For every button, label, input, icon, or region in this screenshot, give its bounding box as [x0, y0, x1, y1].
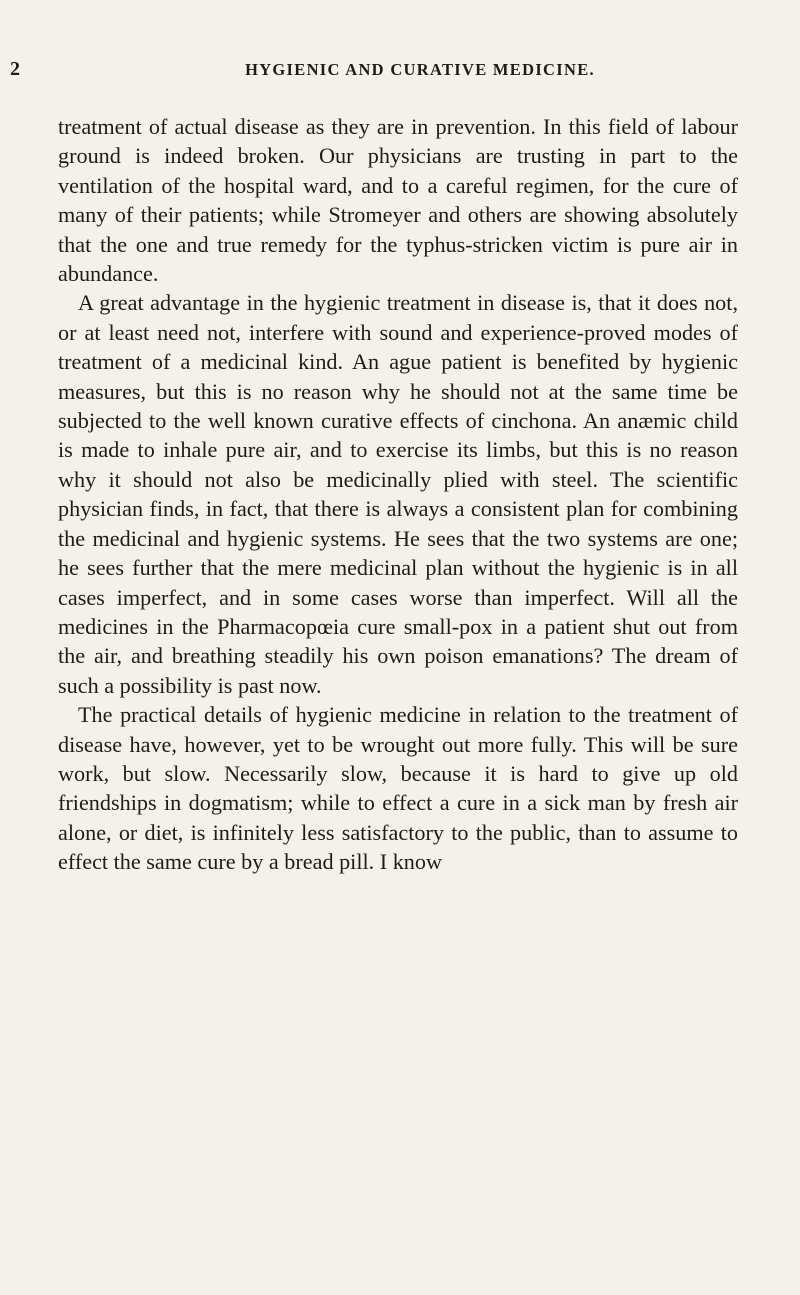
page-number: 2	[10, 58, 20, 80]
paragraph-1: treatment of actual disease as they are in prevention. In this field of labour ground is indeed broken. Our physicians are trusting in part to the ventilation of the hospital ward, and to a careful regimen, for the cure of many of their patients; while Stromeyer and others are showing absolutely that the one and true remedy for the typhus-stricken victim is pure air in abundance.	[58, 114, 738, 287]
paragraph-3: The practical details of hygienic medicine in relation to the treatment of disease have, however, yet to be wrought out more fully. This will be sure work, but slow. Necessarily slow, because it is hard to give up old friendships in dogmatism; while to effect a cure in a sick man by fresh air alone, or diet, is infinitely less satisfactory to the public, than to assume to effect the same cure by a bread pill. I know	[58, 702, 738, 875]
paragraph-2: A great advantage in the hygienic treatment in disease is, that it does not, or at least need not, interfere with sound and experience-proved modes of treatment of a medicinal kind. An ague patient is benefited by hygienic measures, but this is no reason why he should not at the same time be subjected to the well known curative effects of cinchona. An anæmic child is made to inhale pure air, and to exercise its limbs, but this is no reason why it should not also be medicinally plied with steel. The scientific physician finds, in fact, that there is always a consistent plan for combining the medicinal and hygienic systems. He sees that the two systems are one; he sees further that the mere medicinal plan without the hygienic is in all cases imperfect, and in some cases worse than imperfect. Will all the medicines in the Pharmacopœia cure small-pox in a patient shut out from the air, and breathing steadily his own poison emanations? The dream of such a possibility is past now.	[58, 290, 738, 698]
body-text	[58, 112, 738, 877]
running-title: HYGIENIC AND CURATIVE MEDICINE.	[245, 60, 595, 79]
